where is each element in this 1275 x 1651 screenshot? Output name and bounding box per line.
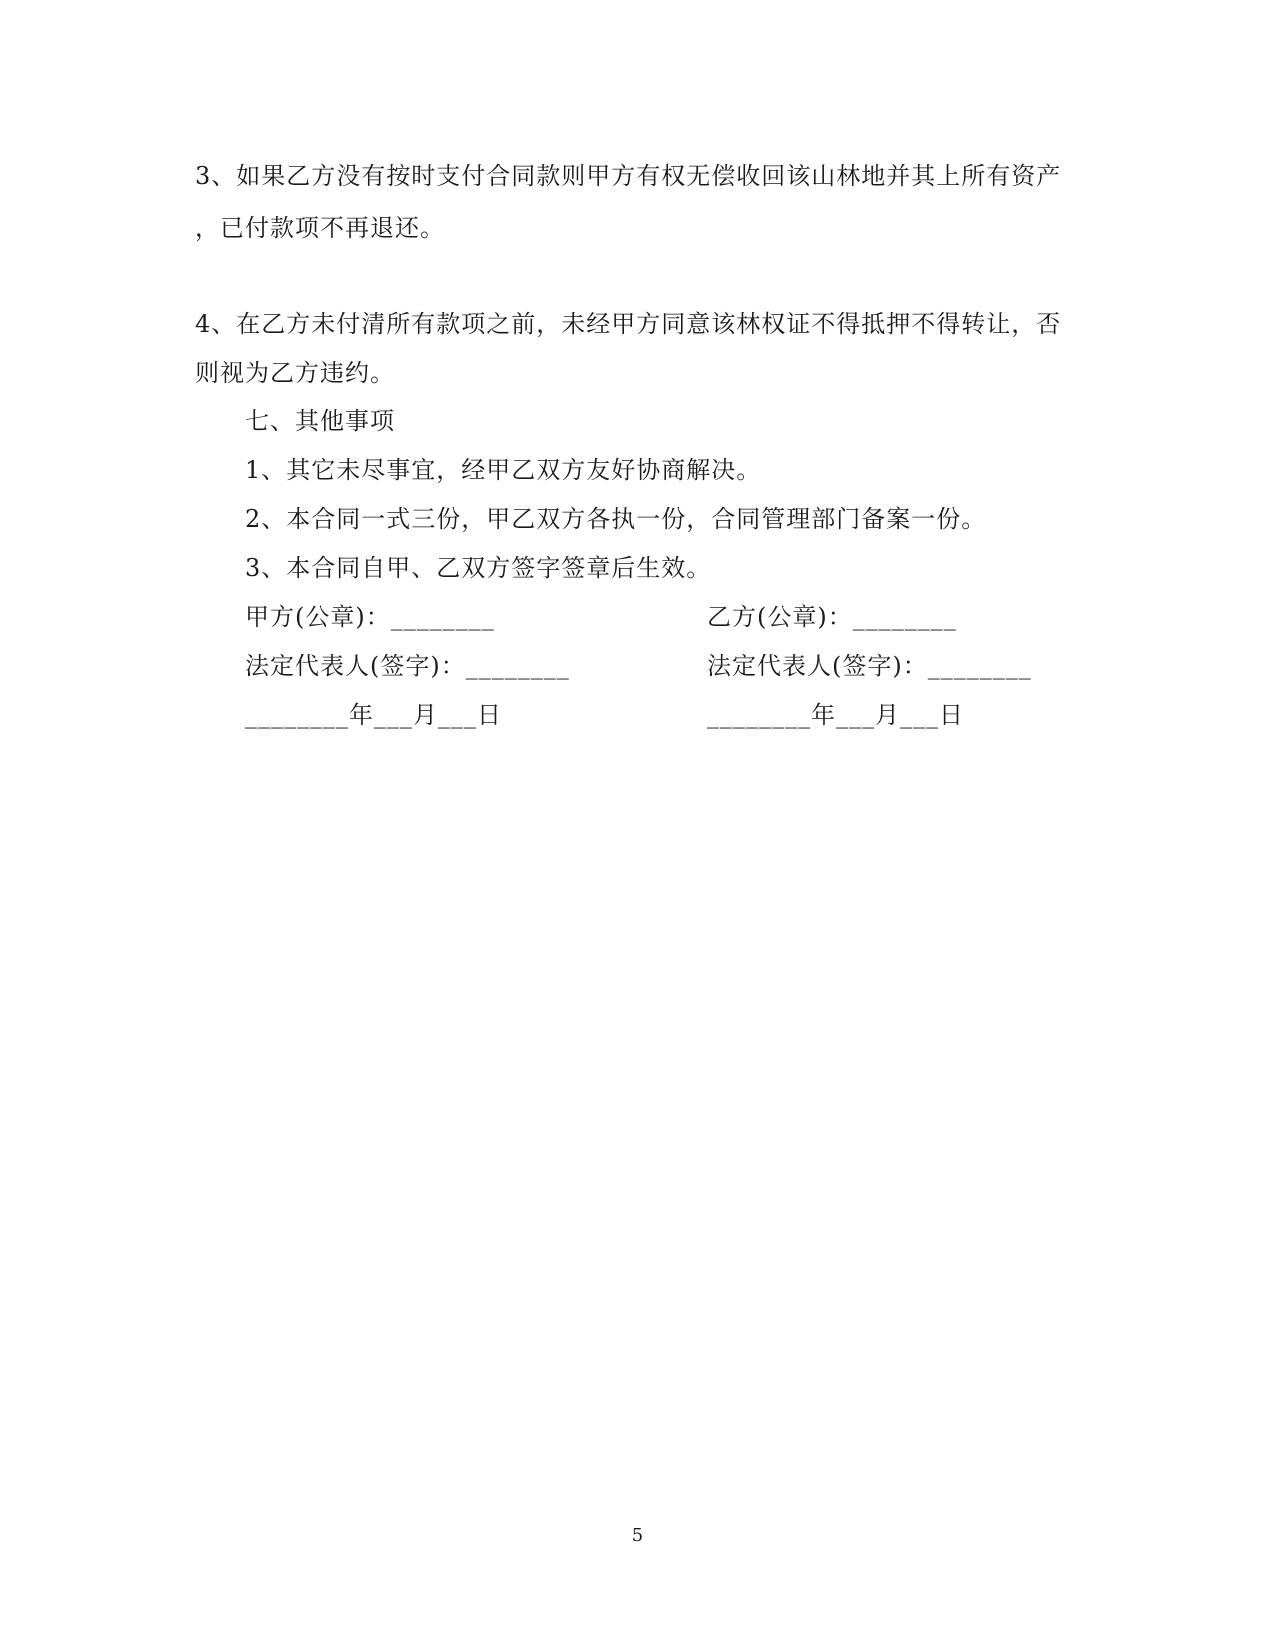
- section-heading: 七、其他事项: [245, 407, 395, 435]
- party-b-date: ________年___月___日: [707, 701, 964, 729]
- section-item-3: 3、本合同自甲、乙双方签字签章后生效。: [245, 554, 712, 582]
- clause-4-line-1: 4、在乙方未付清所有款项之前，未经甲方同意该林权证不得抵押不得转让，否: [195, 310, 1062, 338]
- section-item-1: 1、其它未尽事宜，经甲乙双方友好协商解决。: [245, 456, 762, 484]
- clause-3-line-1: 3、如果乙方没有按时支付合同款则甲方有权无偿收回该山林地并其上所有资产: [195, 162, 1062, 190]
- party-a-date: ________年___月___日: [245, 701, 502, 729]
- clause-4-line-2: 则视为乙方违约。: [195, 359, 395, 387]
- party-b-seal: 乙方(公章)：________: [707, 603, 957, 631]
- party-a-seal: 甲方(公章)：________: [245, 603, 495, 631]
- section-item-2: 2、本合同一式三份，甲乙双方各执一份，合同管理部门备案一份。: [245, 505, 987, 533]
- clause-3-line-2: ，已付款项不再退还。: [195, 214, 445, 242]
- page-number: 5: [631, 1525, 644, 1546]
- party-a-representative: 法定代表人(签字)：________: [245, 652, 570, 680]
- party-b-representative: 法定代表人(签字)：________: [707, 652, 1032, 680]
